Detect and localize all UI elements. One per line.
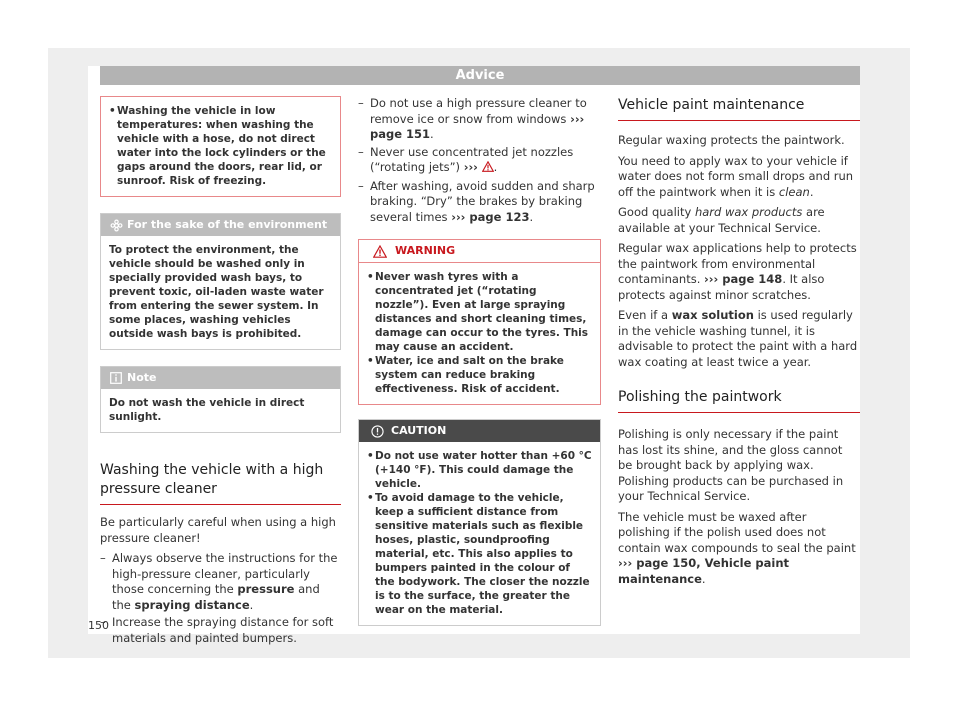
flower-icon — [108, 217, 124, 233]
item-text: . — [249, 597, 254, 612]
text: The vehicle must be waxed after polishing if the polish used does not contain wax compounds to seal the paint — [618, 509, 856, 555]
caution-box — [358, 419, 601, 626]
item-text: Always observe the instructions for the high-pressure cleaner, particularly those concerning the — [112, 551, 338, 596]
warning-triangle-icon — [482, 161, 494, 177]
list-item — [358, 96, 601, 143]
text: . — [809, 184, 814, 199]
list-item — [358, 145, 601, 177]
item-text: Never use concentrated jet nozzles (“rotating jets”) — [370, 144, 574, 174]
warning-bullet: • Water, ice and salt on the brake system can reduce braking effectiveness. Risk of accident. — [367, 354, 592, 396]
warning-triangle-icon — [372, 243, 388, 259]
column-right — [618, 96, 860, 592]
text: are available at your Technical Service. — [618, 205, 825, 235]
column-left — [100, 96, 341, 648]
caution-bullet: • Do not use water hotter than +60 °C (+140 °F). This could damage the vehicle. — [367, 449, 592, 491]
item-text: and the — [112, 582, 320, 612]
text-italic: hard wax products — [694, 205, 803, 219]
environment-header — [101, 214, 340, 236]
info-icon — [108, 370, 124, 386]
caution-body — [359, 442, 600, 625]
section-heading-wrap — [618, 96, 860, 121]
text-bold: wax solution — [671, 308, 754, 322]
note-text: Do not wash the vehicle in direct sunlight. — [109, 397, 305, 423]
note-header — [101, 367, 340, 389]
paragraph — [618, 308, 860, 370]
paragraph — [618, 205, 860, 236]
page-link[interactable]: ››› page 151 — [370, 111, 585, 141]
item-text: Increase the spraying distance for soft materials and painted bumpers. — [112, 615, 334, 645]
paragraph: Polishing is only necessary if the paint has lost its shine, and the gloss cannot be brought back by applying wax. Polishing products can be purchased in your Technical Service. — [618, 427, 844, 503]
list-item — [100, 551, 341, 613]
caution-bullet: • To avoid damage to the vehicle, keep a sufficient distance from sensitive materials such as flexible hoses, plastic, soundproofing material, etc. This also applies to bumpers painted in the colour of the bodywork. The closer the nozzle is to the surface, the greater the wear on the material. — [367, 491, 592, 617]
column-middle — [358, 96, 601, 626]
text: . It also protects against minor scratches. — [618, 272, 825, 302]
warning-bullet: • Washing the vehicle in low temperatures: when washing the vehicle with a hose, do not direct water into the lock cylinders or the gaps around the doors, rear lid, or sunroof. Risk of freezing. — [109, 104, 332, 188]
section-title: Washing the vehicle with a high pressure cleaner — [100, 462, 324, 497]
text: Good quality — [618, 205, 692, 219]
page-link[interactable]: ››› — [463, 160, 478, 174]
note-title: Note — [127, 371, 157, 384]
paragraph — [618, 241, 860, 303]
item-text: . — [529, 209, 534, 224]
item-text: Do not use a high pressure cleaner to remove ice or snow from windows — [370, 96, 587, 126]
section-title: Polishing the paintwork — [618, 389, 782, 405]
item-bold: spraying distance — [134, 597, 250, 612]
item-bold: pressure — [237, 582, 295, 596]
list-item — [358, 179, 601, 226]
text-italic: clean — [778, 184, 810, 199]
warning-box — [358, 239, 601, 405]
warning-body — [359, 263, 600, 404]
page-number: 150 — [88, 619, 109, 632]
page-link[interactable]: ››› page 150, Vehicle paint maintenance — [618, 556, 790, 586]
warning-header — [359, 240, 600, 263]
note-box — [100, 366, 341, 433]
warning-bullet: • Never wash tyres with a concentrated jet (“rotating nozzle”). Even at large spraying distances and short cleaning times, damage can occur to the tyres. This may cause an accident. — [367, 270, 592, 354]
page-header: Advice — [100, 66, 860, 85]
environment-text: To protect the environment, the vehicle should be washed only in specially provided wash bays, to prevent toxic, oil-laden waste water from entering the sewer system. In some places, washing vehicles outside wash bays is prohibited. — [109, 244, 324, 340]
paragraph — [618, 154, 860, 201]
intro-text: Be particularly careful when using a high pressure cleaner! — [100, 515, 336, 545]
section-heading-wrap — [618, 388, 860, 413]
text: is used regularly in the vehicle washing tunnel, it is advisable to protect the paint with a hard wax coating at least twice a year. — [618, 308, 858, 369]
warning-text — [101, 97, 340, 196]
text: Regular wax applications help to protects the paintwork from environmental contaminants. — [618, 241, 857, 286]
paragraph — [618, 510, 860, 588]
page-link[interactable]: ››› page 123 — [451, 209, 530, 224]
section-title: Vehicle paint maintenance — [618, 97, 805, 113]
list-item — [100, 615, 341, 646]
paragraph: Regular waxing protects the paintwork. — [618, 133, 845, 147]
environment-title: For the sake of the environment — [127, 218, 328, 231]
text: You need to apply wax to your vehicle if water does not form small drops and run off the paintwork when it is — [618, 153, 854, 199]
caution-icon — [369, 423, 385, 439]
caution-title: CAUTION — [391, 424, 447, 437]
caution-header — [359, 420, 600, 442]
text: Even if a — [618, 308, 669, 322]
item-text: After washing, avoid sudden and sharp braking. “Dry” the brakes by braking several times — [370, 178, 595, 224]
text: . — [701, 571, 706, 586]
environment-box — [100, 213, 341, 350]
item-text: . — [430, 127, 434, 141]
item-text: . — [493, 160, 498, 174]
section-heading-wrap — [100, 461, 341, 505]
warning-title: WARNING — [395, 244, 456, 257]
low-temp-warning-box — [100, 96, 341, 197]
page-link[interactable]: ››› page 148 — [704, 272, 783, 286]
